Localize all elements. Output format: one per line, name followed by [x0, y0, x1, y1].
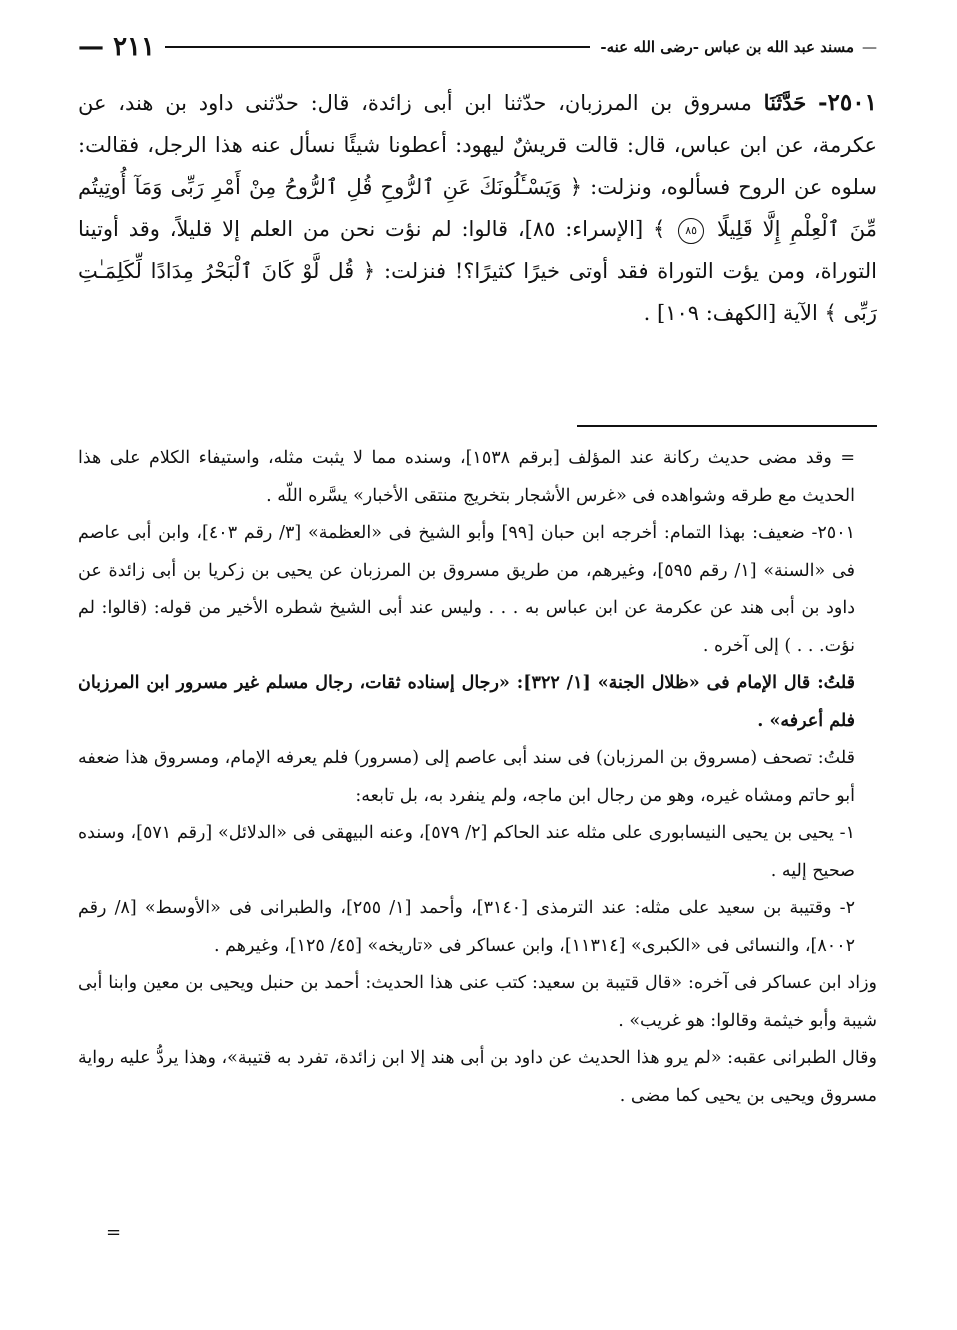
footnote-qult-1: قلتُ: قال الإمام فى «ظلال الجنة» [١/ ٣٢٢]: «رجال إسناده ثقات، رجال مسلم غير مسرور ابن المرزبان فلم أعرفه» . [78, 673, 856, 731]
footnote-ibn-asakir: وزاد ابن عساكر فى آخره: «قال قتيبة بن سعيد: كتب عنى هذا الحديث: أحمد بن حنبل ويحيى بن معين وابنا أبى شيبة وأبو خيثمة وقالوا: هو غريب» . [78, 973, 877, 1031]
footnote-takhrij: ٢٥٠١- ضعيف: بهذا التمام: أخرجه ابن حبان [٩٩] وأبو الشيخ فى «العظمة» [٣/ رقم ٤٠٣]، وابن أبى عاصم فى «السنة» [١/ رقم ٥٩٥]، وغيرهم، من طريق مسروق بن المرزبان عن يحيى بن زكريا بن أبى زائدة عن داود بن أبى هند عن عكرمة عن ابن عباس به . . . وليس عند أبى الشيخ شطره الأخير من قوله: (قالوا: لم نؤت. . . ) إلى آخره . [78, 523, 855, 656]
ayah-number-mark: ٨٥ [678, 218, 704, 244]
continuation-mark: = [106, 1222, 122, 1243]
hadith-text-part-3: الآية [الكهف: ١٠٩] . [643, 301, 818, 325]
quran-verse-1: ﴿ وَيَسْـَٔلُونَكَ عَنِ ٱلرُّوحِ قُلِ ٱلرُّوحُ مِنْ أَمْرِ رَبِّى وَمَآ أُوتِيتُم مِّنَ ٱلْعِلْمِ إِلَّا قَلِيلًا [78, 175, 877, 241]
page-number: ٢١١ — [78, 32, 155, 62]
header-rule [165, 46, 590, 48]
hadith-text-part-2: [الإسراء: ٨٥]، قالوا: لم نؤت نحن من العلم إلا قليلاً، وقد أوتينا التوراة، ومن يؤت التوراة فقد أوتى خيرًا كثيرًا؟! فنزلت: [78, 217, 877, 283]
running-header [78, 30, 877, 64]
quran-verse-2: ﴿ قُل لَّوْ كَانَ ٱلْبَحْرُ مِدَادًا لِّكَلِمَـٰتِ رَبِّى ﴾ [78, 259, 877, 325]
header-title: مسند عبد الله بن عباس -رضى الله عنه- [600, 38, 854, 56]
footnote-item-2: ٢- وقتيبة بن سعيد على مثله: عند الترمذى [٣١٤٠]، وأحمد [١/ ٢٥٥]، والطبرانى فى «الأوسط» [٨/ رقم ٨٠٠٢]، والنسائى فى «الكبرى» [١١٣١٤]، وابن عساكر فى «تاريخه» [٤٥/ ١٢٥]، وغيرهم . [78, 898, 855, 956]
footnote-item-1: ١- يحيى بن يحيى النيسابورى على مثله عند الحاكم [٢/ ٥٧٩]، وعنه البيهقى فى «الدلائل» [رقم ٥٧١]، وسنده صحيح إليه . [78, 823, 855, 881]
footnote-continuation: = وقد مضى حديث ركانة عند المؤلف [برقم ١٥٣٨]، وسنده مما لا يثبت مثله، واستيفاء الكلام على هذا الحديث مع طرقه وشواهده فى «غرس الأشجار بتخريج منتقى الأخبار» يسَّره اللّه . [78, 448, 855, 506]
hadith-text [78, 82, 877, 334]
hadith-lead: حَدَّثَنَا [763, 90, 807, 115]
footnote-qult-2: قلتُ: تصحف (مسروق بن المرزبان) فى سند أبى عاصم إلى (مسرور) فلم يعرفه الإمام، ومسروق هذا ضعفه أبو حاتم ومشاه غيره، وهو من رجال ابن ماجه، ولم ينفرد به، بل تابعه: [78, 748, 855, 806]
footnotes [78, 440, 877, 1115]
quran-verse-1-close: ﴾ [653, 217, 666, 241]
hadith-text-part-1: مسروق بن المرزبان، حدّثنا ابن أبى زائدة، قال: حدّثنى داود بن هند، عن عكرمة، عن ابن عباس، قال: قالت قريشٌ ليهود: أعطونا شيئًا نسأل عنه هذا الرجل، فقالت: سلوه عن الروح فسألوه، ونزلت: [78, 91, 877, 199]
footnote-separator [577, 425, 877, 427]
header-dash: — [862, 38, 877, 56]
footnote-tabarani: وقال الطبرانى عقبه: «لم يرو هذا الحديث عن داود بن أبى هند إلا ابن زائدة، تفرد به قتيبة»، وهذا يردُّ عليه رواية مسروق ويحيى بن يحيى كما مضى . [78, 1048, 877, 1106]
hadith-number: ٢٥٠١- [818, 89, 877, 116]
